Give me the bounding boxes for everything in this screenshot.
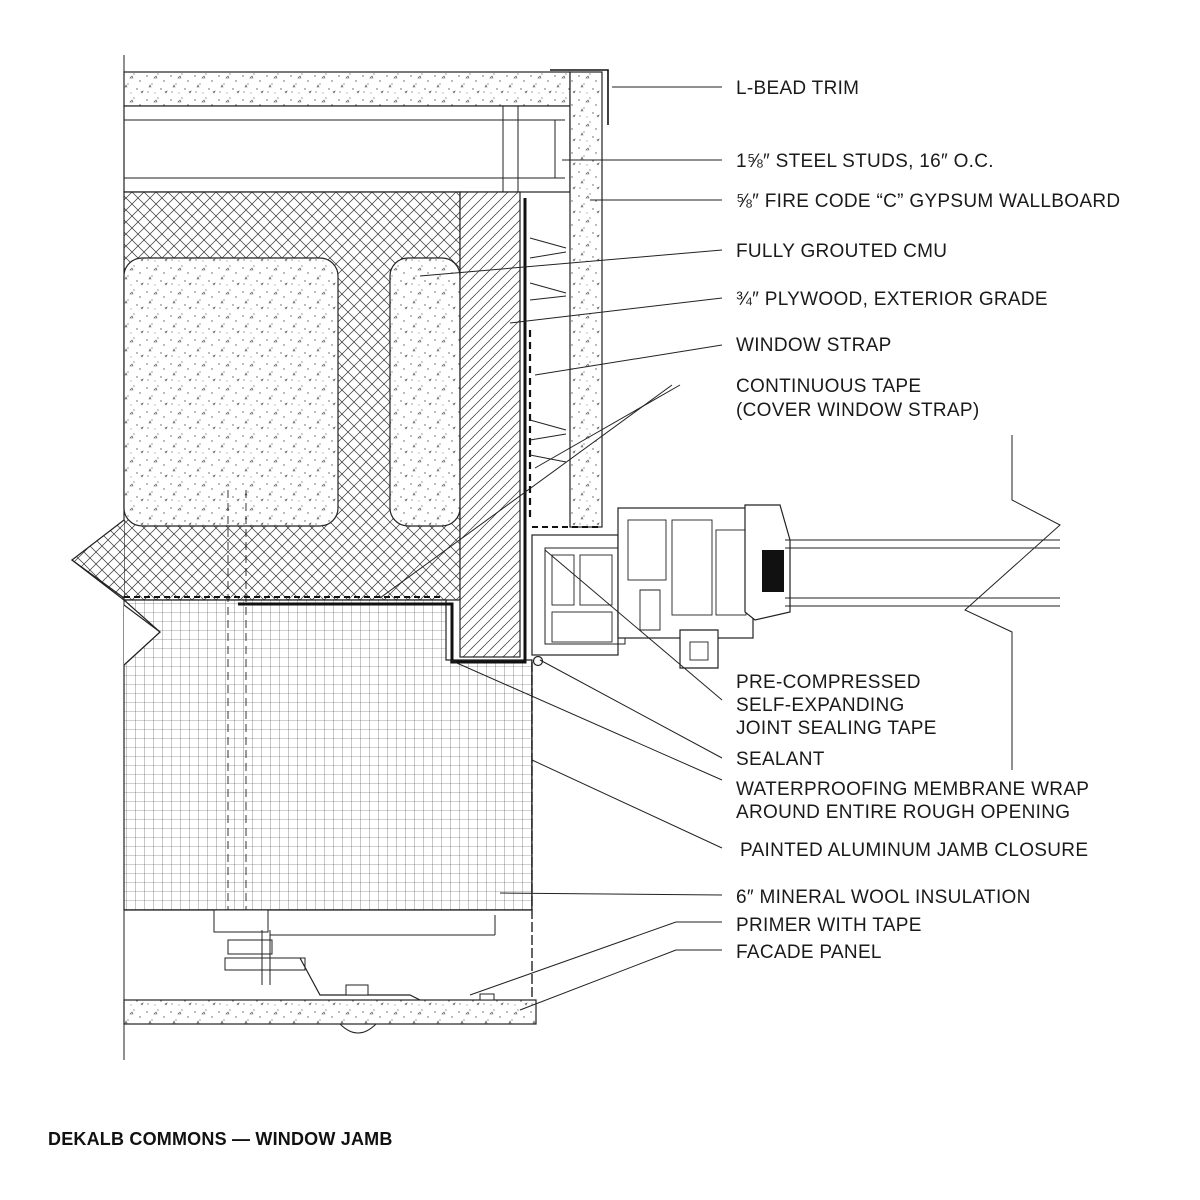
plywood-exterior-grade	[460, 192, 520, 657]
label-l-bead-trim: L-BEAD TRIM	[736, 78, 860, 99]
label-gypsum-wallboard: ⅝″ FIRE CODE “C” GYPSUM WALLBOARD	[736, 191, 1121, 212]
gypsum-wallboard-top	[124, 72, 570, 106]
label-precompressed-line1: PRE-COMPRESSED	[736, 672, 921, 693]
glazing	[785, 540, 1060, 606]
label-grouted-cmu: FULLY GROUTED CMU	[736, 241, 948, 262]
steel-studs	[124, 106, 570, 192]
gypsum-wallboard-vertical	[570, 72, 602, 527]
window-frame	[532, 505, 790, 668]
label-sealant: SEALANT	[736, 749, 825, 770]
label-continuous-tape: CONTINUOUS TAPE	[736, 376, 922, 397]
label-facade-panel: FACADE PANEL	[736, 942, 882, 963]
label-window-strap: WINDOW STRAP	[736, 335, 892, 356]
label-steel-studs: 1⅝″ STEEL STUDS, 16″ O.C.	[736, 151, 994, 172]
label-plywood: ¾″ PLYWOOD, EXTERIOR GRADE	[736, 289, 1048, 310]
label-jamb-closure: PAINTED ALUMINUM JAMB CLOSURE	[740, 840, 1089, 861]
break-line-right	[965, 435, 1060, 770]
cmu-grout-cell-left	[124, 258, 338, 526]
furring-clips	[530, 238, 566, 462]
facade-panel	[124, 1000, 536, 1024]
label-continuous-tape-note: (COVER WINDOW STRAP)	[736, 400, 980, 421]
facade-sub-framing	[124, 910, 532, 1000]
label-mineral-wool: 6″ MINERAL WOOL INSULATION	[736, 887, 1031, 908]
label-primer-with-tape: PRIMER WITH TAPE	[736, 915, 922, 936]
drawing-title: DEKALB COMMONS — WINDOW JAMB	[48, 1129, 393, 1149]
label-membrane-line2: AROUND ENTIRE ROUGH OPENING	[736, 802, 1071, 823]
label-membrane-line1: WATERPROOFING MEMBRANE WRAP	[736, 779, 1090, 800]
label-precompressed-line2: SELF-EXPANDING	[736, 695, 905, 716]
cmu-grout-cell-right	[390, 258, 460, 526]
label-precompressed-line3: JOINT SEALING TAPE	[736, 718, 937, 739]
